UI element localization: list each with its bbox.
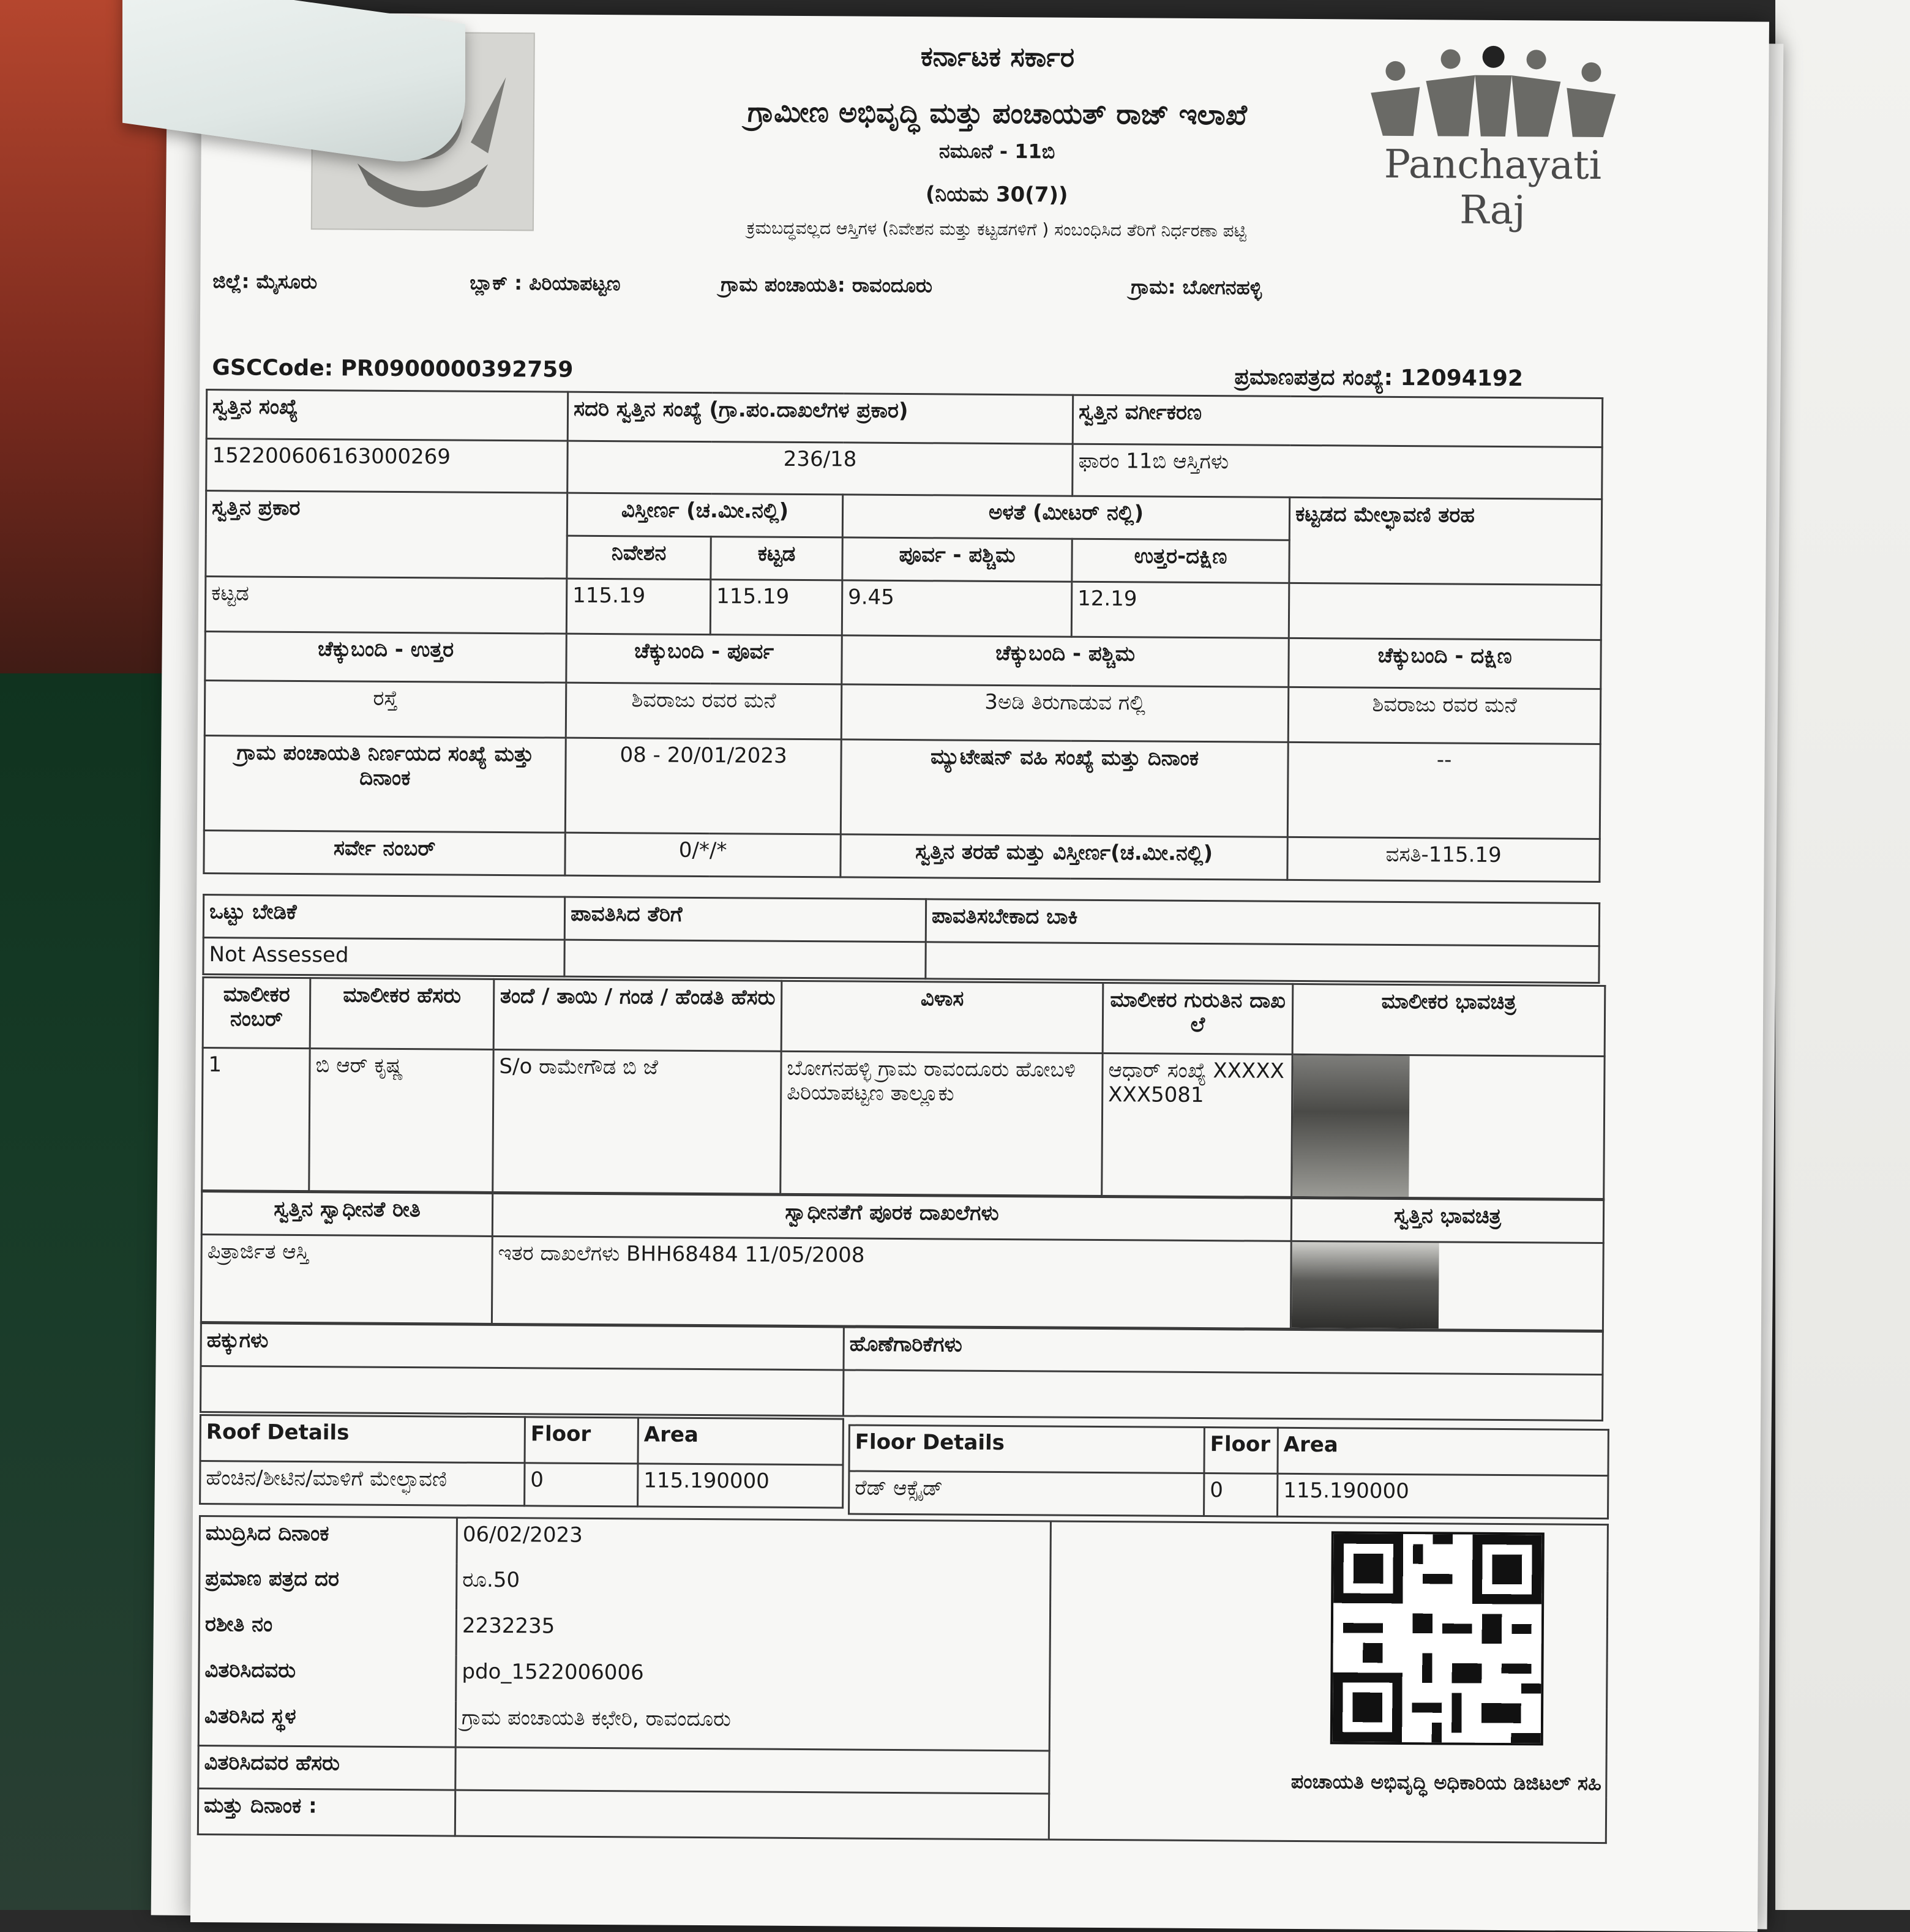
- header-roof-details: Roof Details: [200, 1415, 525, 1463]
- header-boundary-north: ಚೆಕ್ಕುಬಂದಿ - ಉತ್ತರ: [205, 632, 566, 683]
- north-south-length: 12.19: [1071, 582, 1289, 638]
- header-mutation: ಮ್ಯುಟೇಷನ್ ವಹಿ ಸಂಖ್ಯೆ ಮತ್ತು ದಿನಾಂಕ: [841, 739, 1288, 837]
- building-area: 115.19: [710, 580, 842, 635]
- relative-name: S/o ರಾಮೇಗೌಡ ಬಿ ಜೆ: [493, 1049, 781, 1194]
- balance: [926, 942, 1599, 983]
- floor-area: 115.190000: [1278, 1473, 1608, 1518]
- header-relative-name: ತಂದೆ / ತಾಯಿ / ಗಂಡ / ಹೆಂಡತಿ ಹೆಸರು: [493, 979, 782, 1051]
- place: ಗ್ರಾಮ ಪಂಚಾಯತಿ ಕಛೇರಿ, ರಾವಂದೂರು: [455, 1701, 1049, 1751]
- header-property-photo: ಸ್ವತ್ತಿನ ಭಾವಚಿತ್ರ: [1291, 1198, 1603, 1243]
- boundary-east: ಶಿವರಾಜು ರವರ ಮನೆ: [566, 683, 842, 739]
- block: ಬ್ಲಾಕ್ : ಪಿರಿಯಾಪಟ್ಟಣ: [470, 271, 621, 296]
- floor-floor: 0: [1204, 1473, 1278, 1517]
- header-owner-name: ಮಾಲೀಕರ ಹೆಸರು: [310, 978, 494, 1050]
- owner-photo: [1292, 1055, 1409, 1197]
- roof-description: ಹೆಂಚಿನ/ಶೀಟಿನ/ಮಾಳಿಗೆ ಮೇಲ್ಛಾವಣಿ: [200, 1461, 525, 1506]
- floor-table: [848, 1424, 1609, 1519]
- header-owner-photo: ಮಾಲೀಕರ ಭಾವಚಿತ್ರ: [1292, 984, 1605, 1056]
- govt-title: ಕರ್ನಾಟಕ ಸರ್ಕಾರ: [920, 41, 1075, 73]
- owner-number: 1: [202, 1048, 310, 1191]
- ownership-docs: ಇತರ ದಾಖಲೆಗಳು BHH68484 11/05/2008: [492, 1236, 1291, 1328]
- roof-type: [1289, 583, 1601, 640]
- header-boundary-west: ಚೆಕ್ಕುಬಂದಿ - ಪಶ್ಚಿಮ: [842, 635, 1289, 687]
- ownership-table: [200, 1191, 1605, 1331]
- owner-id: ಆಧಾರ್ ಸಂಖ್ಯೆ XXXXXXXX5081: [1102, 1054, 1292, 1197]
- gram-panchayat: ಗ್ರಾಮ ಪಂಚಾಯತಿ: ರಾವಂದೂರು: [721, 272, 933, 298]
- label-place: ವಿತರಿಸಿದ ಸ್ಥಳ: [198, 1700, 455, 1748]
- qr-code-icon: [1330, 1531, 1545, 1745]
- certificate-number: ಪ್ರಮಾಣಪತ್ರದ ಸಂಖ್ಯೆ: 12094192: [1234, 364, 1524, 392]
- header-property-usage: ಸ್ವತ್ತಿನ ತರಹೆ ಮತ್ತು ವಿಸ್ತೀರ್ಣ(ಚ.ಮೀ.ನಲ್ಲಿ): [841, 834, 1287, 880]
- roof-area: 115.190000: [638, 1464, 843, 1508]
- header-gp-decision: ಗ್ರಾಮ ಪಂಚಾಯತಿ ನಿರ್ಣಯದ ಸಂಖ್ಯೆ ಮತ್ತು ದಿನಾಂಕ: [204, 736, 566, 833]
- owner-address: ಬೋಗನಹಳ್ಳಿ ಗ್ರಾಮ ರಾವಂದೂರು ಹೋಬಳಿ ಪಿರಿಯಾಪಟ್ಟಣ ತಾಲ್ಲೂಕು: [781, 1051, 1103, 1196]
- property-number: 152200606163000269: [206, 439, 568, 493]
- village: ಗ್ರಾಮ: ಬೋಗನಹಳ್ಳಿ: [1131, 275, 1262, 299]
- mutation: --: [1287, 742, 1600, 839]
- header-property-class: ಸ್ವತ್ತಿನ ವರ್ಗೀಕರಣ: [1073, 395, 1602, 447]
- background-right-sheet: [1775, 0, 1910, 1910]
- digital-signature-label: ಪಂಚಾಯತಿ ಅಭಿವೃದ್ಧಿ ಅಧಿಕಾರಿಯ ಡಿಜಿಟಲ್ ಸಹಿ: [1290, 1769, 1602, 1795]
- panchayati-raj-logo-text: Panchayati Raj: [1384, 141, 1602, 234]
- header-address: ವಿಳಾಸ: [781, 981, 1103, 1053]
- header-property-number: ಸ್ವತ್ತಿನ ಸಂಖ್ಯೆ: [206, 390, 567, 441]
- label-print-date: ಮುದ್ರಿಸಿದ ದಿನಾಂಕ: [200, 1516, 457, 1564]
- header-floor-details: Floor Details: [849, 1425, 1204, 1473]
- header-area: ವಿಸ್ತೀರ್ಣ (ಚ.ಮೀ.ನಲ್ಲಿ): [567, 493, 842, 537]
- header-owner-number: ಮಾಲೀಕರ ನಂಬರ್: [203, 978, 310, 1049]
- property-type: ಕಟ್ಟಡ: [205, 577, 567, 634]
- label-date: ಮತ್ತು ದಿನಾಂಕ :: [198, 1789, 455, 1837]
- header-liabilities: ಹೊಣೆಗಾರಿಕೆಗಳು: [844, 1327, 1603, 1375]
- owner-table: [201, 976, 1606, 1200]
- property-table: [203, 389, 1603, 883]
- header-east-west: ಪೂರ್ವ - ಪಶ್ಚಿಮ: [842, 537, 1072, 582]
- form-number: ನಮೂನೆ - 11ಬಿ: [938, 139, 1055, 163]
- district: ಜಿಲ್ಲೆ: ಮೈಸೂರು: [212, 269, 318, 294]
- header-balance: ಪಾವತಿಸಬೇಕಾದ ಬಾಕಿ: [926, 899, 1599, 946]
- header-site: ನಿವೇಶನ: [567, 536, 711, 579]
- rights: [201, 1366, 844, 1416]
- dept-title: ಗ್ರಾಮೀಣ ಅಭಿವೃದ್ಧಿ ಮತ್ತು ಪಂಚಾಯತ್ ರಾಜ್ ಇಲಾಖೆ: [747, 95, 1248, 132]
- header-north-south: ಉತ್ತರ-ದಕ್ಷಿಣ: [1072, 539, 1289, 583]
- property-photo-cell: [1290, 1241, 1603, 1330]
- header-boundary-east: ಚೆಕ್ಕುಬಂದಿ - ಪೂರ್ವ: [566, 634, 842, 684]
- total-demand: Not Assessed: [203, 938, 564, 977]
- owner-name: ಬಿ ಆರ್ ಕೃಷ್ಣ: [309, 1049, 493, 1193]
- header-rights: ಹಕ್ಕುಗಳು: [201, 1324, 844, 1370]
- print-date: 06/02/2023: [457, 1518, 1050, 1567]
- form-subtitle: ಕ್ರಮಬದ್ಧವಲ್ಲದ ಆಸ್ತಿಗಳ (ನಿವೇಶನ ಮತ್ತು ಕಟ್ಟಡಗಳಿಗೆ ) ಸಂಬಂಧಿಸಿದ ತೆರಿಗೆ ನಿರ್ಧರಣಾ ಪಟ್ಟಿ: [746, 217, 1247, 241]
- property-usage: ವಸತಿ-115.19: [1287, 837, 1600, 882]
- rule-number: (ನಿಯಮ 30(7)): [925, 182, 1068, 208]
- label-issuer-name: ವಿತರಿಸಿದವರ ಹೆಸರು: [198, 1746, 455, 1791]
- site-area: 115.19: [566, 578, 711, 634]
- old-property-number: 236/18: [567, 441, 1073, 496]
- property-photo: [1292, 1242, 1439, 1328]
- boundary-west: 3ಅಡಿ ತಿರುಗಾಡುವ ಗಲ್ಲಿ: [841, 684, 1289, 742]
- label-fee: ಪ್ರಮಾಣ ಪತ್ರದ ದರ: [200, 1562, 457, 1610]
- owner-photo-cell: [1292, 1054, 1605, 1199]
- header-survey-number: ಸರ್ವೇ ನಂಬರ್: [204, 831, 565, 876]
- boundary-south: ಶಿವರಾಜು ರವರ ಮನೆ: [1288, 687, 1601, 744]
- header-roof-type: ಕಟ್ಟಡದ ಮೇಲ್ಛಾವಣಿ ತರಹ: [1289, 497, 1602, 585]
- issuer: pdo_1522006006: [456, 1655, 1050, 1705]
- label-issuer: ವಿತರಿಸಿದವರು: [199, 1654, 456, 1702]
- header-tax-paid: ಪಾವತಿಸಿದ ತೆರಿಗೆ: [564, 897, 926, 942]
- header-property-type: ಸ್ವತ್ತಿನ ಪ್ರಕಾರ: [206, 491, 567, 579]
- header-building: ಕಟ್ಟಡ: [711, 537, 842, 580]
- property-class: ಫಾರಂ 11ಬಿ ಆಸ್ತಿಗಳು: [1073, 444, 1603, 499]
- boundary-north: ರಸ್ತೆ: [204, 681, 566, 738]
- header-ownership-docs: ಸ್ವಾಧೀನತೆಗೆ ಪೂರಕ ದಾಖಲೆಗಳು: [492, 1193, 1291, 1241]
- roof-floor: 0: [525, 1463, 638, 1507]
- issuer-name: [455, 1747, 1049, 1794]
- label-receipt: ರಶೀತಿ ನಂ: [199, 1608, 456, 1656]
- header-ownership-mode: ಸ್ವತ್ತಿನ ಸ್ವಾಧೀನತೆ ರೀತಿ: [201, 1192, 492, 1237]
- header-floor-floor: Floor: [1204, 1428, 1278, 1474]
- gsc-code: GSCCode: PR0900000392759: [212, 355, 574, 383]
- tax-paid: [564, 940, 926, 979]
- survey-number: 0/*/*: [565, 833, 841, 877]
- floor-description: ರೆಡ್ ಆಕ್ಸೈಡ್: [849, 1471, 1204, 1516]
- fee: ರೂ.50: [457, 1563, 1050, 1613]
- header-roof-area: Area: [638, 1418, 843, 1465]
- header-old-property-number: ಸದರಿ ಸ್ವತ್ತಿನ ಸಂಖ್ಯೆ (ಗ್ರಾ.ಪಂ.ದಾಖಲೆಗಳ ಪ್ರಕಾರ): [567, 392, 1073, 444]
- header-total-demand: ಒಟ್ಟು ಬೇಡಿಕೆ: [203, 895, 564, 940]
- certificate-paper: [190, 12, 1769, 1932]
- gp-decision: 08 - 20/01/2023: [565, 738, 841, 834]
- header-boundary-south: ಚೆಕ್ಕುಬಂದಿ - ದಕ್ಷಿಣ: [1289, 638, 1601, 689]
- header-owner-id: ಮಾಲೀಕರ ಗುರುತಿನ ದಾಖಲೆ: [1103, 983, 1293, 1055]
- header-dimensions: ಅಳತೆ (ಮೀಟರ್ ನಲ್ಲಿ): [842, 495, 1289, 540]
- header-floor-area: Area: [1278, 1428, 1608, 1475]
- header-roof-floor: Floor: [525, 1417, 638, 1464]
- east-west-length: 9.45: [842, 580, 1072, 637]
- ownership-mode: ಪಿತ್ರಾರ್ಜಿತ ಆಸ್ತಿ: [201, 1235, 492, 1324]
- rights-table: [200, 1322, 1604, 1421]
- receipt: 2232235: [456, 1609, 1050, 1659]
- tax-table: [202, 894, 1600, 984]
- liabilities: [844, 1370, 1603, 1421]
- roof-table: [199, 1414, 844, 1508]
- date: [455, 1790, 1049, 1840]
